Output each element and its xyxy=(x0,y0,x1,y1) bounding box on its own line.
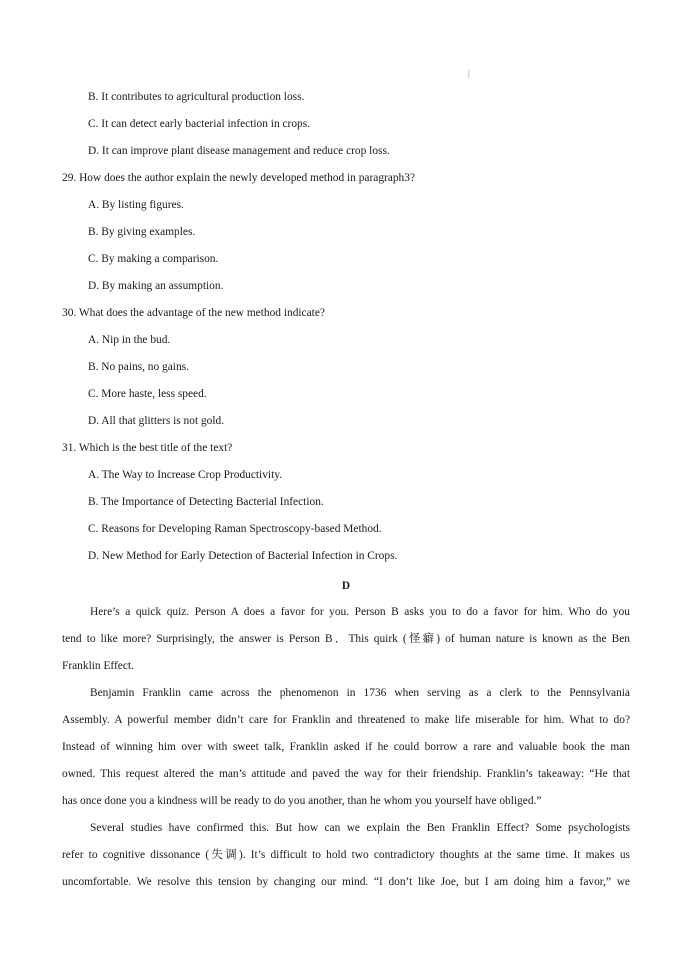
q30-option-b: B. No pains, no gains. xyxy=(88,361,189,373)
paragraph-1-line-2: tend to like more? Surprisingly, the answer is Person B．This quirk (怪癖) of human nature is known as the Ben xyxy=(62,633,630,645)
q31-option-b: B. The Importance of Detecting Bacterial Infection. xyxy=(88,496,324,508)
q30-stem: 30. What does the advantage of the new method indicate? xyxy=(62,307,325,319)
paragraph-2-line-3: Instead of winning him over with sweet talk, Franklin asked if he could borrow a rare and valuable book the man xyxy=(62,741,630,753)
paragraph-2-line-2: Assembly. A powerful member didn’t care for Franklin and threatened to make life miserable for him. What to do? xyxy=(62,714,630,726)
page-mark: | xyxy=(468,68,470,78)
q29-option-a: A. By listing figures. xyxy=(88,199,184,211)
q29-option-c: C. By making a comparison. xyxy=(88,253,219,265)
q30-option-d: D. All that glitters is not gold. xyxy=(88,415,225,427)
section-heading: D xyxy=(341,580,351,592)
paragraph-2-line-4: owned. This request altered the man’s attitude and paved the way for their friendship. Franklin’s takeaway: “He that xyxy=(62,768,630,780)
q31-option-a: A. The Way to Increase Crop Productivity. xyxy=(88,469,283,481)
q29-option-d: D. By making an assumption. xyxy=(88,280,224,292)
q31-option-c: C. Reasons for Developing Raman Spectroscopy-based Method. xyxy=(88,523,382,535)
q28-option-b: B. It contributes to agricultural production loss. xyxy=(88,91,305,103)
paragraph-3-line-2: refer to cognitive dissonance (失调). It’s difficult to hold two contradictory thoughts at the same time. It makes us xyxy=(62,849,630,861)
q29-stem: 29. How does the author explain the newly developed method in paragraph3? xyxy=(62,172,416,184)
paragraph-1-line-3: Franklin Effect. xyxy=(62,660,134,672)
q28-option-c: C. It can detect early bacterial infection in crops. xyxy=(88,118,311,130)
q31-stem: 31. Which is the best title of the text? xyxy=(62,442,233,454)
q28-option-d: D. It can improve plant disease management and reduce crop loss. xyxy=(88,145,390,157)
paragraph-3-line-1: Several studies have confirmed this. But how can we explain the Ben Franklin Effect? Some psychologists xyxy=(90,822,630,834)
q29-option-b: B. By giving examples. xyxy=(88,226,196,238)
q31-option-d: D. New Method for Early Detection of Bacterial Infection in Crops. xyxy=(88,550,398,562)
paragraph-2-line-1: Benjamin Franklin came across the phenomenon in 1736 when serving as a clerk to the Pennsylvania xyxy=(90,687,630,699)
paragraph-1-line-1: Here’s a quick quiz. Person A does a favor for you. Person B asks you to do a favor for him. Who do you xyxy=(90,606,630,618)
q30-option-c: C. More haste, less speed. xyxy=(88,388,207,400)
paragraph-2-line-5: has once done you a kindness will be ready to do you another, than he whom you yourself have obliged.” xyxy=(62,795,542,807)
q30-option-a: A. Nip in the bud. xyxy=(88,334,171,346)
paragraph-3-line-3: uncomfortable. We resolve this tension by changing our mind. “I don’t like Joe, but I am doing him a favor,” we xyxy=(62,876,630,888)
